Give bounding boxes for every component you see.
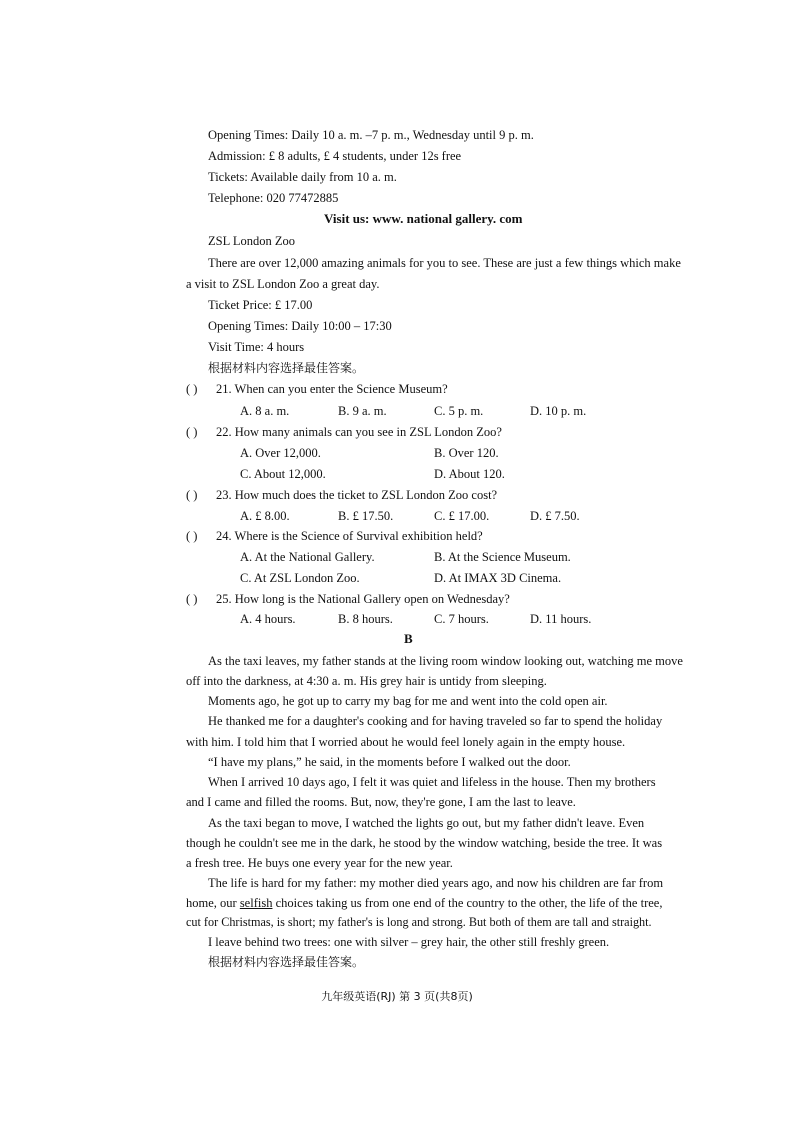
option-c[interactable]: C. About 12,000. <box>240 467 326 481</box>
option-b[interactable]: B. At the Science Museum. <box>434 550 571 564</box>
answer-blank[interactable]: ( ) <box>186 425 198 439</box>
passage-line: home, our selfish choices taking us from one end of the country to the other, the life of the tree, <box>186 896 663 910</box>
option-d[interactable]: D. At IMAX 3D Cinema. <box>434 571 562 585</box>
zoo-visit-time: Visit Time: 4 hours <box>208 340 305 354</box>
question-text: 21. When can you enter the Science Museum? <box>216 382 448 396</box>
tickets-line: Tickets: Available daily from 10 a. m. <box>208 170 397 184</box>
answer-blank[interactable]: ( ) <box>186 592 198 606</box>
option-c[interactable]: C. At ZSL London Zoo. <box>240 571 360 585</box>
instruction-1: 根据材料内容选择最佳答案。 <box>208 361 365 375</box>
option-c[interactable]: C. £ 17.00. <box>434 509 490 523</box>
page-footer: 九年级英语(RJ) 第 3 页(共8页) <box>321 990 473 1003</box>
option-d[interactable]: D. About 120. <box>434 467 505 481</box>
zoo-intro-1: There are over 12,000 amazing animals for you to see. These are just a few things which make <box>208 256 681 270</box>
section-b-heading: B <box>404 631 413 646</box>
answer-blank[interactable]: ( ) <box>186 529 198 543</box>
passage-line: The life is hard for my father: my mother died years ago, and now his children are far from <box>208 876 664 890</box>
passage-line: As the taxi leaves, my father stands at the living room window looking out, watching me move <box>208 654 683 668</box>
option-d[interactable]: D. £ 7.50. <box>530 509 580 523</box>
answer-blank[interactable]: ( ) <box>186 488 198 502</box>
option-a[interactable]: A. Over 12,000. <box>240 446 321 460</box>
passage-line: When I arrived 10 days ago, I felt it was quiet and lifeless in the house. Then my brothers <box>208 775 656 789</box>
underlined-word: selfish <box>239 896 273 910</box>
option-b[interactable]: B. 8 hours. <box>338 612 393 626</box>
option-c[interactable]: C. 5 p. m. <box>434 404 484 418</box>
question-text: 22. How many animals can you see in ZSL London Zoo? <box>216 425 502 439</box>
passage-line: with him. I told him that I worried about he would feel lonely again in the empty house. <box>186 735 626 749</box>
zoo-title: ZSL London Zoo <box>208 234 296 248</box>
option-a[interactable]: A. 4 hours. <box>240 612 296 626</box>
passage-line: As the taxi began to move, I watched the lights go out, but my father didn't leave. Even <box>208 816 645 830</box>
option-a[interactable]: A. 8 a. m. <box>240 404 290 418</box>
option-c[interactable]: C. 7 hours. <box>434 612 489 626</box>
passage-line: I leave behind two trees: one with silver – grey hair, the other still freshly green. <box>208 935 610 949</box>
passage-line: He thanked me for a daughter's cooking and for having traveled so far to spend the holiday <box>208 714 663 728</box>
passage-line: off into the darkness, at 4:30 a. m. His grey hair is untidy from sleeping. <box>186 674 547 688</box>
passage-line: and I came and filled the rooms. But, now, they're gone, I am the last to leave. <box>186 795 576 809</box>
passage-line: “I have my plans,” he said, in the moments before I walked out the door. <box>208 755 571 769</box>
option-d[interactable]: D. 11 hours. <box>530 612 592 626</box>
option-b[interactable]: B. £ 17.50. <box>338 509 394 523</box>
visit-us-line: Visit us: www. national gallery. com <box>324 211 523 226</box>
admission-line: Admission: £ 8 adults, £ 4 students, under 12s free <box>208 149 462 163</box>
telephone-line: Telephone: 020 77472885 <box>208 191 339 205</box>
passage-line: Moments ago, he got up to carry my bag for me and went into the cold open air. <box>208 694 608 708</box>
question-text: 23. How much does the ticket to ZSL London Zoo cost? <box>216 488 498 502</box>
passage-line: though he couldn't see me in the dark, he stood by the window watching, beside the tree. It was <box>186 836 663 850</box>
question-text: 25. How long is the National Gallery open on Wednesday? <box>216 592 510 606</box>
option-d[interactable]: D. 10 p. m. <box>530 404 587 418</box>
question-text: 24. Where is the Science of Survival exhibition held? <box>216 529 483 543</box>
zoo-opening: Opening Times: Daily 10:00 – 17:30 <box>208 319 392 333</box>
option-b[interactable]: B. Over 120. <box>434 446 499 460</box>
zoo-intro-2: a visit to ZSL London Zoo a great day. <box>186 277 380 291</box>
passage-line: a fresh tree. He buys one every year for the new year. <box>186 856 453 870</box>
answer-blank[interactable]: ( ) <box>186 382 198 396</box>
instruction-2: 根据材料内容选择最佳答案。 <box>208 955 365 969</box>
option-b[interactable]: B. 9 a. m. <box>338 404 387 418</box>
passage-line: cut for Christmas, is short; my father's is long and strong. But both of them are tall and straight. <box>186 915 652 929</box>
zoo-price: Ticket Price: £ 17.00 <box>208 298 313 312</box>
option-a[interactable]: A. At the National Gallery. <box>240 550 375 564</box>
opening-times-line: Opening Times: Daily 10 a. m. –7 p. m., Wednesday until 9 p. m. <box>208 128 534 142</box>
option-a[interactable]: A. £ 8.00. <box>240 509 290 523</box>
